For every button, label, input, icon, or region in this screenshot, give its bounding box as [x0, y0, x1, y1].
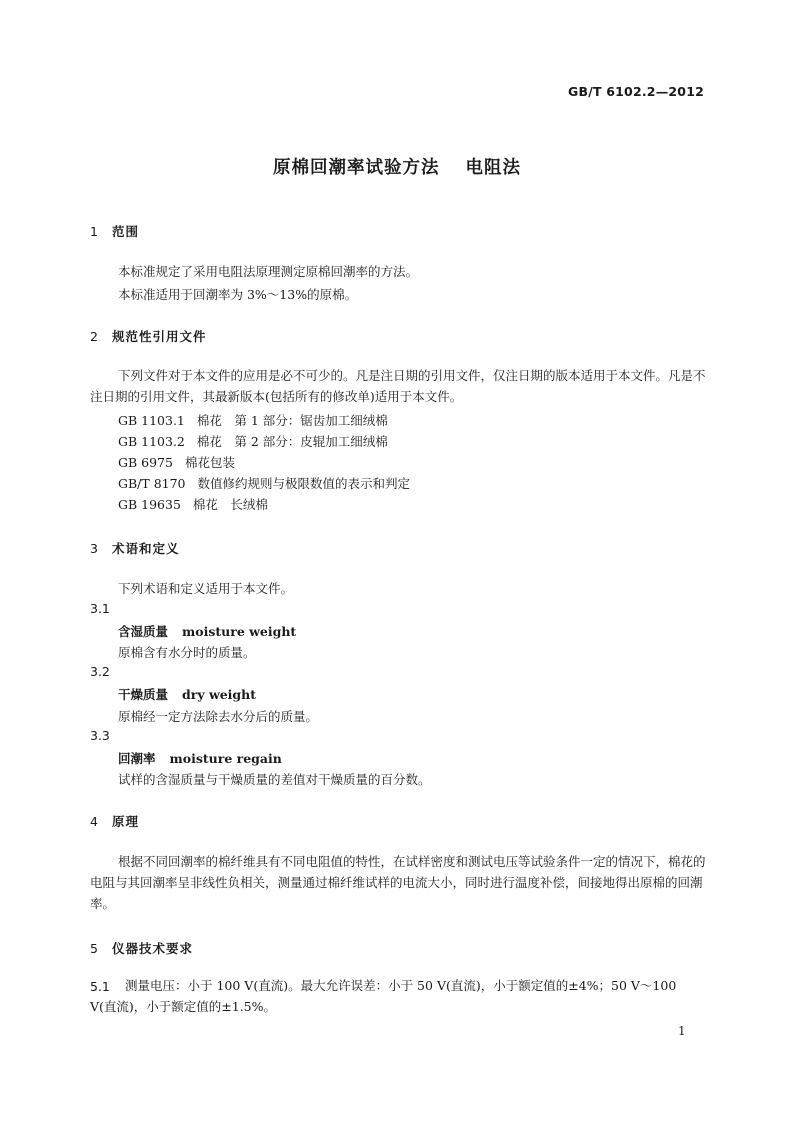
section-title: 原理 — [112, 814, 140, 829]
section-title: 范围 — [112, 224, 140, 239]
document-title — [0, 154, 794, 179]
paragraph: 本标准规定了采用电阻法原理测定原棉回潮率的方法。 — [118, 264, 419, 279]
term-zh: 回潮率 — [118, 751, 156, 766]
term-entry — [118, 749, 282, 767]
term-definition: 原棉含有水分时的质量。 — [118, 645, 256, 660]
section-number: 4 — [90, 814, 99, 829]
paragraph: 本标准适用于回潮率为 3%～13%的原棉。 — [118, 287, 358, 302]
term-zh: 含湿质量 — [118, 624, 169, 639]
reference-code: GB 6975 — [118, 455, 173, 470]
page-number: 1 — [678, 1024, 686, 1038]
section-heading-3 — [90, 539, 180, 557]
clause-number: 5.1 — [90, 979, 110, 994]
section-number: 5 — [90, 941, 99, 956]
section-number: 3 — [90, 541, 99, 556]
reference-title: 棉花 第 2 部分：皮辊加工细绒棉 — [196, 434, 388, 449]
reference-title: 数值修约规则与极限数值的表示和判定 — [197, 476, 411, 491]
section-heading-1 — [90, 222, 139, 240]
term-entry — [118, 622, 296, 640]
reference-item — [118, 495, 268, 513]
reference-item — [118, 432, 388, 450]
reference-code: GB/T 8170 — [118, 476, 186, 491]
term-entry — [118, 685, 256, 703]
paragraph: 下列文件对于本文件的应用是必不可少的。凡是注日期的引用文件，仅注日期的版本适用于本文件。凡是不注日期的引用文件，其最新版本(包括所有的修改单)适用于本文件。 — [90, 368, 706, 404]
reference-item — [118, 411, 388, 429]
reference-code: GB 1103.1 — [118, 413, 185, 428]
clause-text: 测量电压：小于 100 V(直流)。最大允许误差：小于 50 V(直流)，小于额定值的±4%；50 V～100 V(直流)，小于额定值的±1.5%。 — [90, 978, 677, 1014]
reference-code: GB 1103.2 — [118, 434, 185, 449]
term-zh: 干燥质量 — [118, 687, 169, 702]
reference-item — [118, 474, 410, 492]
title-sub: 电阻法 — [465, 158, 521, 178]
term-number: 3.3 — [90, 728, 110, 743]
term-definition: 试样的含湿质量与干燥质量的差值对干燥质量的百分数。 — [118, 772, 431, 787]
paragraph: 下列术语和定义适用于本文件。 — [118, 581, 294, 596]
reference-title: 棉花 第 1 部分：锯齿加工细绒棉 — [196, 413, 388, 428]
section-title: 规范性引用文件 — [112, 329, 207, 344]
term-number: 3.1 — [90, 601, 110, 616]
term-number: 3.2 — [90, 664, 110, 679]
term-en: dry weight — [182, 687, 257, 702]
section-number: 1 — [90, 224, 99, 239]
section-number: 2 — [90, 329, 99, 344]
title-main: 原棉回潮率试验方法 — [273, 158, 440, 178]
section-heading-2 — [90, 327, 207, 345]
term-definition: 原棉经一定方法除去水分后的质量。 — [118, 709, 319, 724]
reference-item — [118, 453, 235, 471]
term-en: moisture regain — [169, 751, 282, 766]
reference-title: 棉花包装 — [184, 455, 235, 470]
paragraph: 根据不同回潮率的棉纤维具有不同电阻值的特性，在试样密度和测试电压等试验条件一定的情况下，棉花的电阻与其回潮率呈非线性负相关，测量通过棉纤维试样的电流大小，同时进行温度补偿，间接地得出原棉的回潮率。 — [90, 854, 706, 911]
term-en: moisture weight — [182, 624, 297, 639]
section-title: 术语和定义 — [112, 541, 180, 556]
section-heading-4 — [90, 812, 139, 830]
section-heading-5 — [90, 939, 193, 957]
standard-code: GB/T 6102.2—2012 — [568, 84, 704, 99]
section-title: 仪器技术要求 — [112, 941, 194, 956]
reference-code: GB 19635 — [118, 497, 181, 512]
reference-title: 棉花 长绒棉 — [192, 497, 268, 512]
